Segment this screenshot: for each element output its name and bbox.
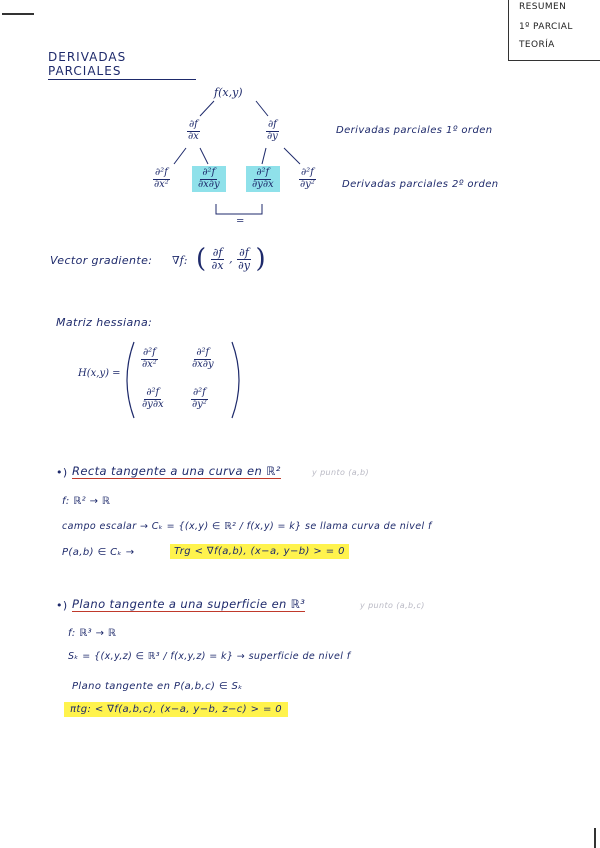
plane-section-level: Sₖ = {(x,y,z) ∈ ℝ³ / f(x,y,z) = k} → superficie de nivel f: [68, 651, 351, 662]
d2-yy: [298, 168, 317, 190]
hessian-label: Matriz hessiana:: [56, 316, 153, 329]
label-first-order: Derivadas parciales 1º orden: [336, 125, 493, 136]
d1-y-den: ∂y: [267, 130, 278, 142]
gradient-fy-den: ∂y: [238, 258, 250, 272]
plane-section-note: y punto (a,b,c): [360, 601, 425, 610]
hessian-left-paren: [127, 342, 134, 418]
d1-x-den: ∂x: [188, 130, 199, 142]
arrow-root-y: [256, 101, 268, 116]
line-section-title: Recta tangente a una curva en ℝ²: [72, 464, 281, 478]
plane-section-domain: f: ℝ³ → ℝ: [68, 628, 117, 639]
d2-xx: [152, 168, 171, 190]
equal-bracket: [216, 204, 262, 214]
gradient-fy-num: ∂f: [239, 245, 249, 259]
header-line-1: RESUMEN: [519, 2, 567, 12]
hessian-c-num: ∂²f: [146, 387, 160, 398]
page-title: DERIVADAS PARCIALES: [48, 50, 196, 80]
plane-section-formula: πtg: < ∇f(a,b,c), (x−a, y−b, z−c) > = 0: [64, 702, 288, 717]
hessian-c: [140, 388, 166, 410]
hessian-a-den: ∂x²: [142, 358, 157, 370]
arrow-x-xx: [174, 148, 186, 164]
d2-yx-num: ∂²f: [256, 167, 270, 178]
line-section-domain: f: ℝ² → ℝ: [62, 496, 111, 507]
gradient-comma: ,: [229, 252, 233, 266]
hessian-a: [140, 348, 159, 370]
d2-yx-den: ∂y∂x: [252, 178, 274, 190]
d2-xx-num: ∂²f: [154, 167, 168, 178]
hessian-b: [190, 348, 216, 370]
d2-xx-den: ∂x²: [154, 178, 169, 190]
gradient-fx-num: ∂f: [212, 245, 223, 259]
d2-xy-num: ∂²f: [202, 167, 216, 178]
d1-x: [186, 120, 201, 142]
d2-xy: [192, 166, 226, 192]
d1-y: [265, 120, 280, 142]
line-section-formula: Trg < ∇f(a,b), (x−a, y−b) > = 0: [170, 544, 349, 559]
gradient-fx-den: ∂x: [211, 258, 224, 272]
hessian-d-den: ∂y²: [192, 398, 207, 410]
line-section-point: P(a,b) ∈ Cₖ →: [62, 547, 135, 558]
line-section-level: campo escalar → Cₖ = {(x,y) ∈ ℝ² / f(x,y) = k} se llama curva de nivel f: [62, 521, 432, 532]
d1-x-num: ∂f: [188, 119, 198, 130]
gradient-vector: [196, 244, 266, 274]
gradient-label: Vector gradiente:: [50, 254, 153, 267]
header-line-2: 1º PARCIAL: [519, 22, 573, 32]
d1-y-num: ∂f: [267, 119, 277, 130]
equal-sign: =: [236, 216, 245, 227]
plane-section-point: Plano tangente en P(a,b,c) ∈ Sₖ: [72, 681, 243, 692]
label-second-order: Derivadas parciales 2º orden: [342, 179, 499, 190]
line-section-bullet: •): [56, 466, 68, 479]
hessian-d: [190, 388, 209, 410]
d2-yx: [246, 166, 280, 192]
d2-yy-num: ∂²f: [300, 167, 314, 178]
hessian-right-paren: [232, 342, 239, 418]
d2-xy-den: ∂x∂y: [198, 178, 220, 190]
arrow-y-yx: [262, 148, 266, 164]
arrow-x-xy: [200, 148, 208, 164]
tree-arrows: [0, 0, 600, 260]
header-line-3: TEORÍA: [519, 40, 555, 50]
gradient-open-paren: (: [196, 244, 207, 274]
arrow-root-x: [200, 101, 214, 116]
edge-mark: [594, 828, 596, 848]
plane-section-bullet: •): [56, 599, 68, 612]
arrow-y-yy: [284, 148, 300, 164]
hessian-c-den: ∂y∂x: [142, 398, 164, 410]
d2-yy-den: ∂y²: [300, 178, 315, 190]
gradient-nabla: ∇f:: [172, 254, 188, 267]
hessian-a-num: ∂²f: [142, 347, 156, 358]
hessian-b-den: ∂x∂y: [192, 358, 214, 370]
hessian-lhs: H(x,y) =: [78, 368, 121, 379]
hessian-d-num: ∂²f: [192, 387, 206, 398]
hessian-b-num: ∂²f: [196, 347, 210, 358]
gradient-close-paren: ): [255, 244, 266, 274]
tree-root: f(x,y): [214, 86, 243, 99]
line-section-note: y punto (a,b): [312, 468, 370, 477]
plane-section-title: Plano tangente a una superficie en ℝ³: [72, 597, 306, 611]
